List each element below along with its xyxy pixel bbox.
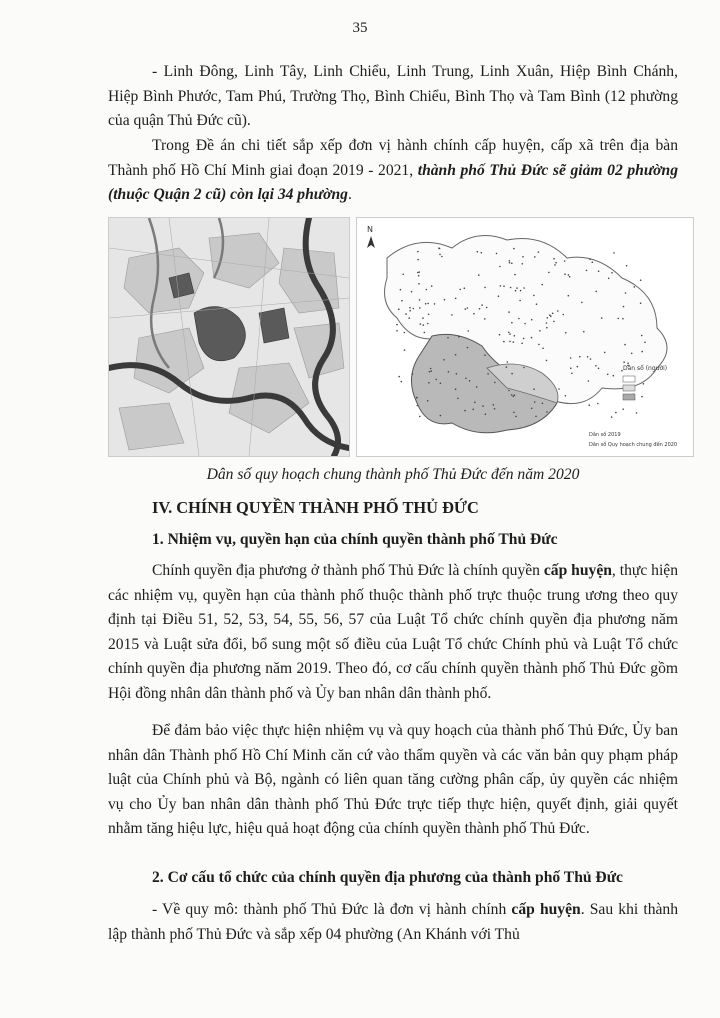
p3-text: - Về quy mô: thành phố Thủ Đức là đơn vị hành chính bbox=[152, 901, 512, 918]
section-heading: IV. CHÍNH QUYỀN THÀNH PHỐ THỦ ĐỨC bbox=[152, 498, 479, 517]
intro-paragraph bbox=[108, 134, 678, 208]
p1-text: Chính quyền địa phương ở thành phố Thủ Đức là chính quyền bbox=[152, 562, 544, 579]
subheading-1: 1. Nhiệm vụ, quyền hạn của chính quyền thành phố Thủ Đức bbox=[152, 531, 558, 548]
page-number: 35 bbox=[352, 20, 368, 36]
paragraph-2: Để đảm bảo việc thực hiện nhiệm vụ và quy hoạch của thành phố Thủ Đức, Ủy ban nhân dân Thành phố Hồ Chí Minh căn cứ vào thẩm quyền và các văn bản quy phạm pháp luật của Chính phủ và Bộ, ngành có liên quan tăng cường phân cấp, ủy quyền các nhiệm vụ cho Ủy ban nhân dân thành phố Thủ Đức trực tiếp thực hiện, quyết định, giải quyết nhằm tăng hiệu lực, hiệu quả hoạt động của chính quyền thành phố Thủ Đức. bbox=[108, 722, 678, 837]
intro-text: Trong Đề án chi tiết sắp xếp đơn vị hành chính cấp huyện, cấp xã trên địa bàn Thành phố Hồ Chí Minh giai đoạn 2019 - 2021, bbox=[108, 137, 678, 179]
figure-group bbox=[108, 217, 692, 457]
p1-bold: cấp huyện bbox=[543, 562, 612, 579]
legend-title: Dân số (người) bbox=[623, 365, 668, 372]
north-label: N bbox=[367, 225, 373, 234]
population-map-image bbox=[356, 217, 694, 457]
paragraph-1 bbox=[108, 559, 678, 706]
ward-list-paragraph bbox=[108, 60, 678, 134]
intro-emphasis: thành phố Thủ Đức sẽ giảm 02 phường (thuộc Quận 2 cũ) còn lại 34 phường bbox=[108, 161, 678, 203]
p3-bold: cấp huyện bbox=[511, 901, 581, 918]
legend-footnote-2: Dân số Quy hoạch chung đến 2020 bbox=[589, 442, 678, 448]
p1-text-end: , thực hiện các nhiệm vụ, quyền hạn của thành phố thuộc thành phố trực thuộc trung ương theo quy định tại Điều 51, 52, 53, 54, 55, 56, 57 của Luật Tổ chức chính quyền địa phương năm 2015 và Luật sửa đổi, bổ sung một số điều của Luật Tổ chức Chính phủ và Luật Tổ chức chính quyền địa phương năm 2019. Theo đó, cơ cấu chính quyền thành phố Thủ Đức gồm Hội đồng nhân dân thành phố và Ủy ban nhân dân thành phố. bbox=[108, 562, 678, 702]
paragraph-3 bbox=[108, 898, 678, 947]
intro-end: . bbox=[347, 186, 352, 203]
legend-footnote-1: Dân số 2019 bbox=[589, 432, 621, 438]
planning-map-image bbox=[108, 217, 350, 457]
ward-list-text: - Linh Đông, Linh Tây, Linh Chiểu, Linh Trung, Linh Xuân, Hiệp Bình Chánh, Hiệp Bình Phước, Tam Phú, Trường Thọ, Bình Chiểu, Bình Thọ và Tam Bình (12 phường của quận Thủ Đức cũ). bbox=[108, 63, 678, 129]
subheading-2: 2. Cơ cấu tổ chức của chính quyền địa phương của thành phố Thủ Đức bbox=[152, 869, 623, 886]
p3-text-end: . Sau khi thành lập thành phố Thủ Đức và sắp xếp 04 phường (An Khánh với Thủ bbox=[108, 901, 679, 943]
figure-caption: Dân số quy hoạch chung thành phố Thủ Đức đến năm 2020 bbox=[206, 466, 580, 483]
